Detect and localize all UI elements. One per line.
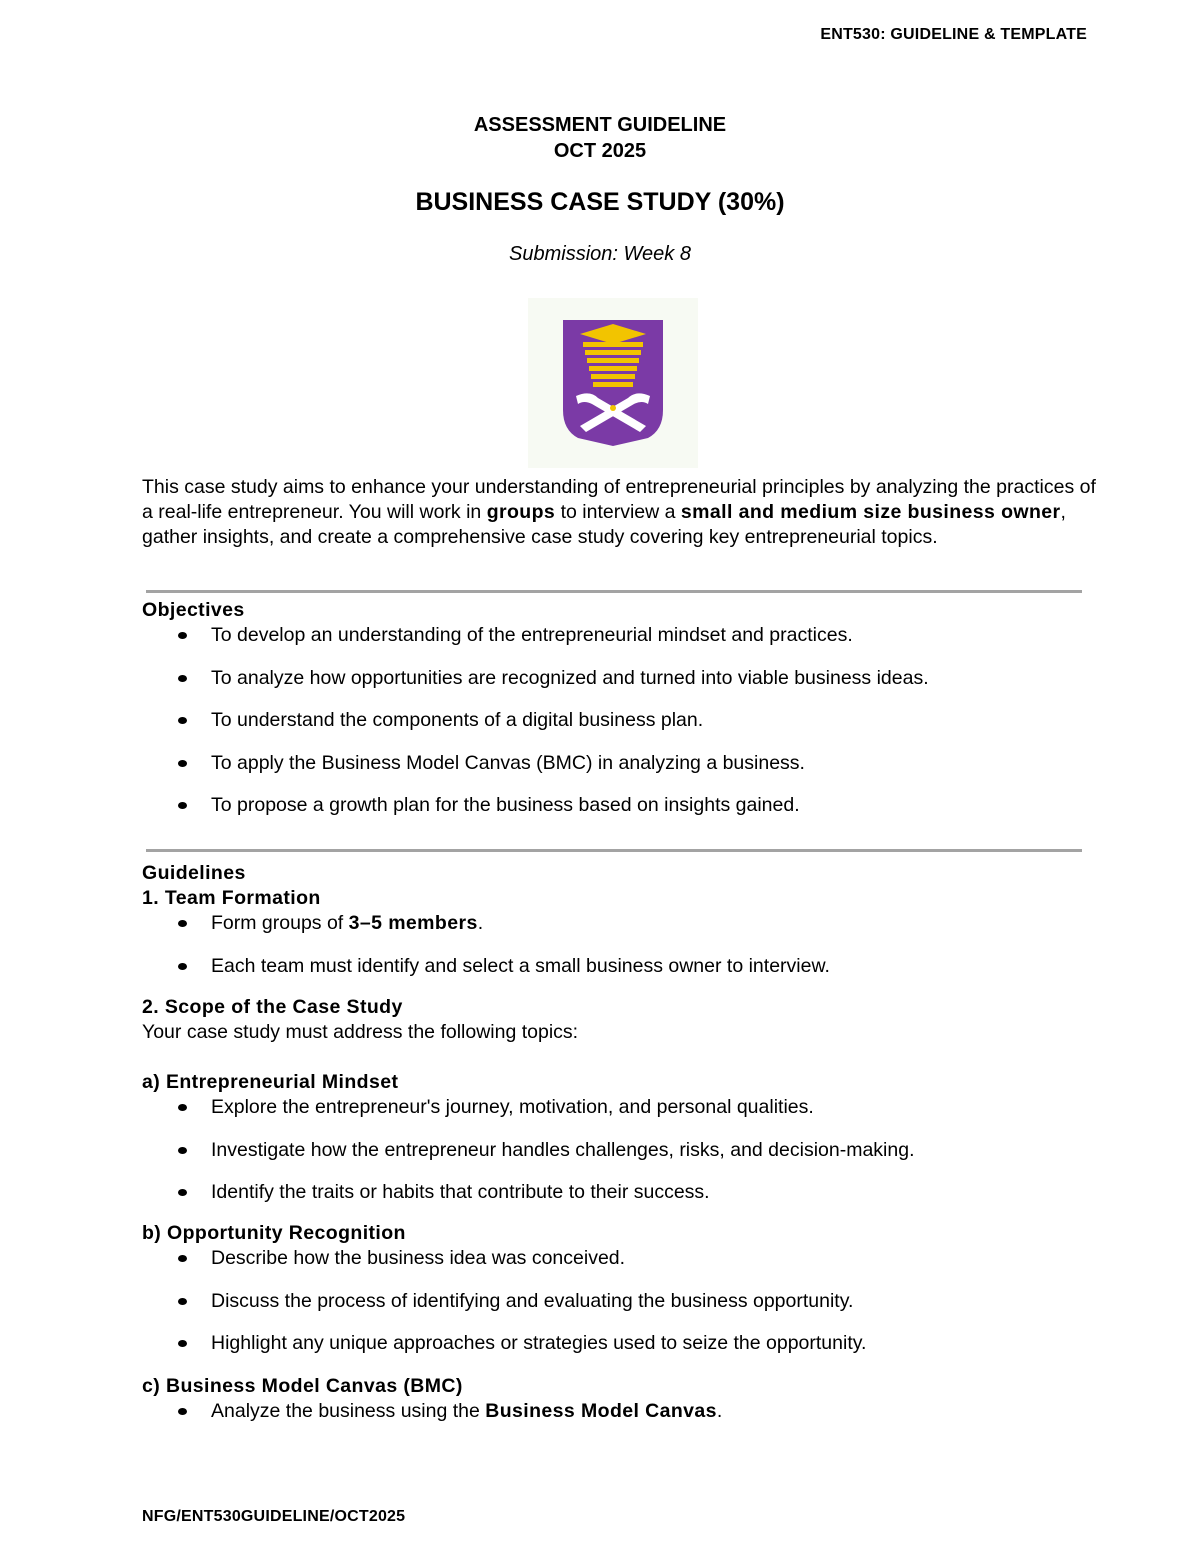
mindset-list xyxy=(142,1095,1102,1205)
objectives-heading: Objectives xyxy=(142,599,245,621)
scope-section xyxy=(142,995,1102,1045)
list-item xyxy=(142,623,1102,648)
bmc-heading: c) Business Model Canvas (BMC) xyxy=(142,1375,463,1397)
list-item xyxy=(142,666,1102,691)
assessment-title xyxy=(0,112,1200,164)
list-item-text: Discuss the process of identifying and evaluating the business opportunity. xyxy=(211,1289,854,1312)
intro-text-2: to interview a xyxy=(555,501,681,523)
submission-note: Submission: Week 8 xyxy=(509,243,691,265)
list-item-text: Each team must identify and select a small business owner to interview. xyxy=(211,954,830,977)
opportunity-section xyxy=(142,1221,1102,1356)
guidelines-heading: Guidelines xyxy=(142,862,246,884)
guidelines-section xyxy=(142,861,1102,979)
intake-heading: OCT 2025 xyxy=(553,140,647,162)
bullet-icon xyxy=(178,632,187,639)
list-item-text: Describe how the business idea was conceived. xyxy=(211,1247,626,1269)
mindset-heading: a) Entrepreneurial Mindset xyxy=(142,1071,399,1093)
bullet-icon xyxy=(178,1298,187,1305)
university-crest-logo xyxy=(528,298,698,468)
bmc-list xyxy=(142,1399,1102,1424)
bullet-icon xyxy=(178,920,187,927)
bullet-icon xyxy=(178,802,187,809)
intro-text-3: , gather insights, and create a comprehensive case study covering key entrepreneurial topics. xyxy=(142,501,1066,548)
bmc-section xyxy=(142,1374,1102,1424)
list-item xyxy=(142,793,1102,818)
list-item-text: To analyze how opportunities are recognized and turned into viable business ideas. xyxy=(211,666,929,689)
divider xyxy=(146,590,1082,593)
intro-emphasis-groups: groups xyxy=(486,501,556,523)
list-item xyxy=(142,1246,1102,1271)
list-item-text: Analyze the business using the xyxy=(211,1400,486,1422)
bullet-icon xyxy=(178,1104,187,1111)
list-item-text: To develop an understanding of the entrepreneurial mindset and practices. xyxy=(211,624,853,646)
list-item xyxy=(142,954,1102,979)
list-item-text: Identify the traits or habits that contribute to their success. xyxy=(211,1181,710,1203)
bullet-icon xyxy=(178,1340,187,1347)
list-item-text: Highlight any unique approaches or strategies used to seize the opportunity. xyxy=(211,1332,867,1354)
list-item-text: . xyxy=(477,912,484,934)
list-item xyxy=(142,1289,1102,1314)
scope-intro: Your case study must address the following topics: xyxy=(142,1021,579,1043)
bullet-icon xyxy=(178,1255,187,1262)
objectives-list xyxy=(142,623,1102,818)
bullet-icon xyxy=(178,1189,187,1196)
mindset-section xyxy=(142,1070,1102,1205)
list-item xyxy=(142,1180,1102,1205)
list-item-text: To understand the components of a digital business plan. xyxy=(211,709,704,731)
list-item xyxy=(142,1095,1102,1120)
team-formation-heading: 1. Team Formation xyxy=(142,887,321,909)
bullet-icon xyxy=(178,1147,187,1154)
objectives-section xyxy=(142,598,1102,818)
list-item-text: . xyxy=(716,1400,723,1422)
list-item xyxy=(142,708,1102,733)
bullet-icon xyxy=(178,717,187,724)
list-item xyxy=(142,1331,1102,1356)
list-item xyxy=(142,911,1102,936)
bmc-emphasis: Business Model Canvas xyxy=(485,1400,717,1422)
divider xyxy=(146,849,1082,852)
page-footer: NFG/ENT530GUIDELINE/OCT2025 xyxy=(142,1508,406,1525)
intro-text-1: This case study aims to enhance your understanding of entrepreneurial principles by analyzing the practices of a real-life entrepreneur. You will work in xyxy=(142,476,1096,523)
list-item xyxy=(142,1399,1102,1424)
bullet-icon xyxy=(178,963,187,970)
opportunity-heading: b) Opportunity Recognition xyxy=(142,1222,406,1244)
group-size-emphasis: 3–5 members xyxy=(348,912,478,934)
list-item-text: To propose a growth plan for the business based on insights gained. xyxy=(211,794,800,816)
list-item-text: Investigate how the entrepreneur handles challenges, risks, and decision-making. xyxy=(211,1138,915,1161)
bullet-icon xyxy=(178,675,187,682)
assessment-guideline-heading: ASSESSMENT GUIDELINE xyxy=(473,114,727,136)
list-item xyxy=(142,1138,1102,1163)
team-formation-list xyxy=(142,911,1102,979)
scope-heading: 2. Scope of the Case Study xyxy=(142,996,403,1018)
list-item xyxy=(142,751,1102,776)
opportunity-list xyxy=(142,1246,1102,1356)
page-title: BUSINESS CASE STUDY (30%) xyxy=(415,188,785,216)
crest-icon xyxy=(528,298,698,468)
list-item-text: Form groups of xyxy=(211,912,349,934)
bullet-icon xyxy=(178,1408,187,1415)
page-header: ENT530: GUIDELINE & TEMPLATE xyxy=(820,26,1087,43)
list-item-text: To apply the Business Model Canvas (BMC) in analyzing a business. xyxy=(211,751,805,774)
bullet-icon xyxy=(178,760,187,767)
intro-emphasis-owner: small and medium size business owner xyxy=(680,501,1061,523)
intro-paragraph xyxy=(142,475,1102,550)
list-item-text: Explore the entrepreneur's journey, motivation, and personal qualities. xyxy=(211,1096,814,1118)
